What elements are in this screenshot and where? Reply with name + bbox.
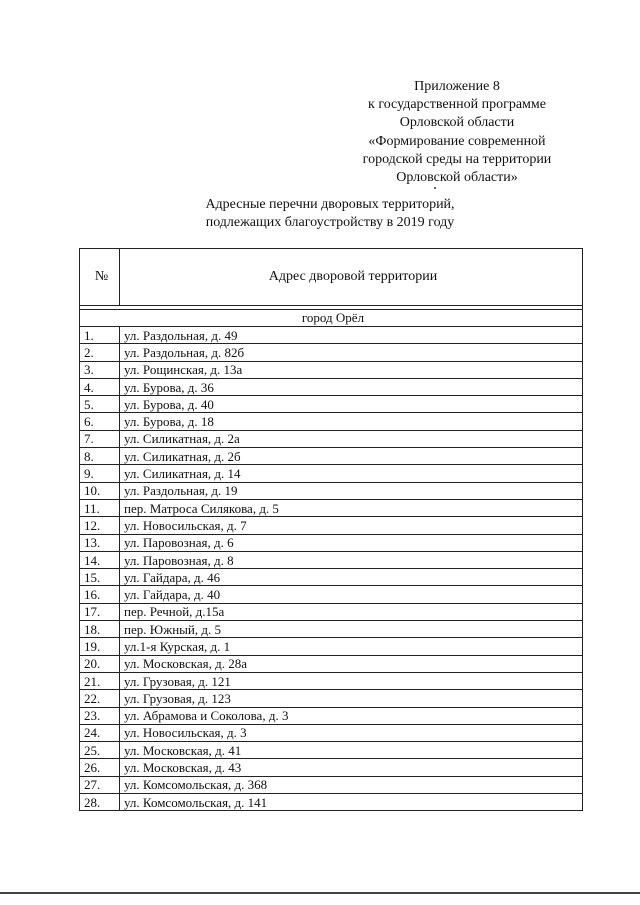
row-number: 14. <box>80 551 120 568</box>
row-address: ул. Силикатная, д. 14 <box>120 465 583 482</box>
row-number: 26. <box>80 759 120 776</box>
row-number: 6. <box>80 413 120 430</box>
document-title <box>180 196 480 232</box>
table-row <box>80 465 583 482</box>
row-number: 25. <box>80 742 120 759</box>
row-address: ул. Комсомольская, д. 141 <box>120 794 583 811</box>
table-row <box>80 361 583 378</box>
table-row <box>80 742 583 759</box>
row-number: 17. <box>80 603 120 620</box>
table-row <box>80 327 583 344</box>
table-row <box>80 344 583 361</box>
table-row <box>80 551 583 568</box>
row-number: 18. <box>80 621 120 638</box>
row-number: 27. <box>80 776 120 793</box>
table-row <box>80 517 583 534</box>
table-row <box>80 707 583 724</box>
row-address: ул. Бурова, д. 40 <box>120 396 583 413</box>
row-number: 22. <box>80 690 120 707</box>
row-address: ул.1-я Курская, д. 1 <box>120 638 583 655</box>
appendix-note <box>334 78 580 187</box>
row-number: 19. <box>80 638 120 655</box>
row-number: 5. <box>80 396 120 413</box>
row-address: ул. Паровозная, д. 6 <box>120 534 583 551</box>
row-address: ул. Паровозная, д. 8 <box>120 551 583 568</box>
title-line: Адресные перечни дворовых территорий, <box>205 197 455 212</box>
row-address: ул. Рощинская, д. 13а <box>120 361 583 378</box>
row-number: 4. <box>80 378 120 395</box>
row-number: 1. <box>80 327 120 344</box>
table-row <box>80 378 583 395</box>
column-header-number: № <box>80 249 120 306</box>
row-address: ул. Бурова, д. 18 <box>120 413 583 430</box>
table-row <box>80 759 583 776</box>
table-row <box>80 482 583 499</box>
row-number: 3. <box>80 361 120 378</box>
table-row <box>80 672 583 689</box>
table-row <box>80 499 583 516</box>
row-address: ул. Комсомольская, д. 368 <box>120 776 583 793</box>
row-address: ул. Раздольная, д. 82б <box>120 344 583 361</box>
table-row <box>80 724 583 741</box>
row-number: 15. <box>80 569 120 586</box>
row-address: ул. Раздольная, д. 49 <box>120 327 583 344</box>
row-address: ул. Гайдара, д. 40 <box>120 586 583 603</box>
appendix-line: городской среды на территории <box>362 151 552 167</box>
row-address: ул. Московская, д. 41 <box>120 742 583 759</box>
appendix-line: Орловской области» <box>396 170 518 186</box>
table-row <box>80 638 583 655</box>
table-row <box>80 569 583 586</box>
row-number: 28. <box>80 794 120 811</box>
row-address: ул. Гайдара, д. 46 <box>120 569 583 586</box>
row-address: ул. Грузовая, д. 121 <box>120 672 583 689</box>
appendix-line: Орловской области <box>399 115 515 131</box>
row-number: 24. <box>80 724 120 741</box>
row-number: 21. <box>80 672 120 689</box>
row-address: ул. Абрамова и Соколова, д. 3 <box>120 707 583 724</box>
appendix-line: к государственной программе <box>368 97 546 113</box>
row-number: 2. <box>80 344 120 361</box>
appendix-line: Приложение 8 <box>414 79 500 94</box>
row-number: 20. <box>80 655 120 672</box>
page-bottom-edge <box>0 892 640 894</box>
row-number: 9. <box>80 465 120 482</box>
row-address: ул. Силикатная, д. 2б <box>120 448 583 465</box>
table-header-row <box>80 249 583 306</box>
title-line: подлежащих благоустройству в 2019 году <box>205 215 455 230</box>
table-row <box>80 794 583 811</box>
row-address: ул. Новосильская, д. 3 <box>120 724 583 741</box>
table-row <box>80 603 583 620</box>
row-address: ул. Грузовая, д. 123 <box>120 690 583 707</box>
row-address: ул. Московская, д. 28а <box>120 655 583 672</box>
table-row <box>80 621 583 638</box>
table-row <box>80 413 583 430</box>
city-row <box>80 310 583 327</box>
table-row <box>80 776 583 793</box>
address-table <box>79 248 583 811</box>
row-address: ул. Силикатная, д. 2а <box>120 430 583 447</box>
row-number: 10. <box>80 482 120 499</box>
row-address: пер. Южный, д. 5 <box>120 621 583 638</box>
row-address: пер. Речной, д.15а <box>120 603 583 620</box>
row-number: 23. <box>80 707 120 724</box>
table-row <box>80 586 583 603</box>
table-row <box>80 396 583 413</box>
table-body <box>80 306 583 811</box>
table-row <box>80 690 583 707</box>
row-number: 16. <box>80 586 120 603</box>
row-address: ул. Московская, д. 43 <box>120 759 583 776</box>
city-name: город Орёл <box>80 310 583 327</box>
row-number: 8. <box>80 448 120 465</box>
appendix-line: «Формирование современной <box>368 133 546 149</box>
row-address: ул. Новосильская, д. 7 <box>120 517 583 534</box>
row-address: ул. Бурова, д. 36 <box>120 378 583 395</box>
scan-speck <box>434 187 436 189</box>
row-number: 7. <box>80 430 120 447</box>
row-address: пер. Матроса Силякова, д. 5 <box>120 499 583 516</box>
row-number: 12. <box>80 517 120 534</box>
table-row <box>80 655 583 672</box>
row-address: ул. Раздольная, д. 19 <box>120 482 583 499</box>
row-number: 13. <box>80 534 120 551</box>
table-row <box>80 534 583 551</box>
table-row <box>80 448 583 465</box>
row-number: 11. <box>80 499 120 516</box>
column-header-address: Адрес дворовой территории <box>120 249 583 306</box>
table-row <box>80 430 583 447</box>
